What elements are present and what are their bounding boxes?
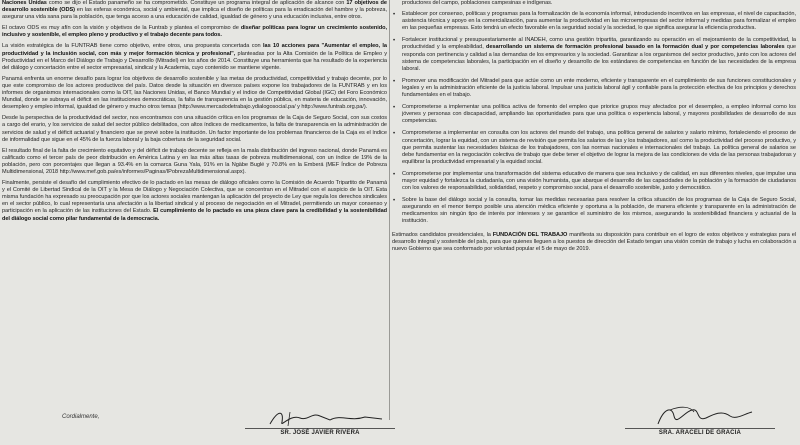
- signature-block-1: [240, 428, 400, 436]
- bullet-icon: •: [393, 131, 396, 138]
- signer-1-name: SR. JOSÉ JAVIER RIVERA: [280, 430, 360, 436]
- bullet-icon: •: [393, 105, 396, 112]
- text-run: planteadas por la Alta Comisión de la Política de Empleo y Productividad en el Marco del Diálogo de Trabajo y Desarrollo (Mitradel) en los años de 2014. Constituye una herramienta que ha resultado de la experiencia del diálogo y concertación entre el sector empresarial, sindical y la Academia, cuyo contenido se mantiene vigente.: [2, 50, 387, 71]
- bold-run: El cumplimiento de lo pactado es una pieza clave para la credibilidad y la sostenibilidad del diálogo social como pilar fundamental de la democracia.: [2, 208, 387, 222]
- left-paragraph-5: [2, 115, 387, 143]
- bullet-item: [392, 78, 796, 99]
- text-run: Fortalecer institucional y presupuestariamente al INADEH, como una gestión tripartita, garantizando su operación en el mejoramiento de la competitividad, la productividad y la empleabilidad,: [402, 37, 796, 51]
- left-paragraph-4: [2, 76, 387, 111]
- bullet-icon: •: [393, 198, 396, 205]
- bullet-text: [402, 197, 796, 224]
- bullet-item: [392, 11, 796, 32]
- bullet-list: [392, 11, 796, 225]
- bold-run: desarrollando un sistema de formación profesional basado en la formación dual y por competencias laborales: [486, 44, 785, 51]
- bullet-text: [402, 11, 796, 31]
- bullet-item: [392, 197, 796, 225]
- signer-2-name: SRA. ARACELI DE GRACIA: [658, 430, 742, 436]
- closing-salutation: Cordialmente,: [62, 414, 100, 420]
- text-run: Comprometerse a implementar una política activa de fomento del empleo que priorice grupos muy afectados por el desempleo, a empleo informal como los jóvenes y personas con discapacidad, ampliando las oportunidades para que una política o experiencia laboral, y mayores posibilidades de desarrollo de sus competencias.: [402, 104, 796, 125]
- text-run: que responda con pertinencia y calidad a las demandas de los empresarios y la sociedad. Garantizar a los organismos del sector productivo, junto con los actores del sistema de competencias laborales, la participación en el diseño y desarrollo de los estándares de competencias en función de las necesidades de la empresa laboral.: [402, 44, 796, 72]
- signature-block-2: [620, 428, 780, 436]
- bullet-icon: •: [393, 171, 396, 178]
- text-run: manifiesta su disposición para contribuir en el logro de estos objetivos y estrategias para el desarrollo integral y sostenible del país, para que quienes lleguen a los puestos de dirección del Estado tengan una visión común de trabajo y lucha en colaboración a nuevo Gobierno que sea conformado por voluntad popular el 5 de mayo de 2019.: [392, 231, 796, 252]
- right-intro: productores del campo, poblaciones campesinas e indígenas.: [402, 0, 553, 6]
- text-run: El octavo ODS es muy afín con la visión y objetivos de la Funtrab y plantea el compromiso de: [2, 25, 241, 32]
- bullet-text: [402, 37, 796, 71]
- text-run: en las esferas económica, social y ambiental, que implica el diseño de políticas para la erradicación del hambre y la pobreza, asegurar una vida sana para la población, que tenga acceso a una educación de calidad, igualdad de género y una educación inclusiva, entre otros.: [2, 7, 387, 21]
- bold-run: diseñar políticas para lograr un crecimiento sostenido, inclusivo y sostenible, el empleo pleno y productivo y el trabajo decente para todos.: [2, 25, 387, 39]
- text-run: Establecer por consenso, políticas y programas para la formalización de la economía informal, introduciendo incentivos en las empresas, el nivel de capacitación, asistencia técnica y apoyo en la comercialización, para aumentar la productividad en las microempresas del sector informal y medidas para formalizar el empleo en las pequeñas empresas. Esto tendrá un efecto favorable en la seguridad social y la sociedad, lo que significa asegurar la eficiencia productiva.: [402, 11, 796, 32]
- text-run: Estimados candidatos presidenciales, la: [392, 231, 493, 238]
- text-run: La visión estratégica de la FUNTRAB tiene como objetivo, entre otros, una propuesta concertada con: [2, 43, 264, 50]
- column-divider: [389, 0, 390, 420]
- text-run: Desde la perspectiva de la productividad del sector, nos encontramos con una situación crítica en los programas de la Caja de Seguro Social, con sus costos a cargo del erario, y los servicios de salud del sector público debilitados, con altos índices de medicamentos, la falta de transparencia en la administración de servicios de salud y el déficit actuarial y financiero que se prevé sobre la institución. Un factor importante de los problemas financieros de la Caja es el índice de informalidad que sigue en el 45% de la fuerza laboral y la baja cobertura de la seguridad social.: [2, 115, 387, 143]
- bullet-item: [392, 104, 796, 125]
- bold-run: 17 objetivos de desarrollo sostenible (ODS): [2, 0, 387, 14]
- text-run: Sobre la base del diálogo social y la consulta, tomar las medidas necesarias para resolver la crítica situación de los programas de la Caja de Seguro Social, asegurando en el menor tiempo posible una atención médica eficiente y oportuna a la población, de manera eficiente y transparente en la administración de medicamentos sin ningún tipo de interés por intereses y se garantice el suministro de los mismos, asegurando la sostenibilidad financiera y actuarial de la institución.: [402, 197, 796, 225]
- bold-run: las 10 acciones para "Aumentar el empleo, la productividad y la inclusión social, con más y mejor formación técnica y profesional",: [2, 43, 387, 57]
- left-column: [2, 0, 387, 410]
- bold-run: Naciones Unidas: [2, 0, 47, 6]
- bullet-icon: •: [393, 12, 396, 19]
- left-paragraph-7: [2, 180, 387, 223]
- left-paragraph-2: [2, 25, 387, 39]
- text-run: Comprometerse a implementar en consulta con los actores del mundo del trabajo, una política general de salarios y salario mínimo, fortaleciendo el proceso de concertación, lograr la equidad, con un sistema de revisión que permita los salarios de las y los trabajadores, así como la productividad del proceso productivo, y que permita sustentar las necesidades básicas de los trabajadores, con las normas nacionales e internacionales del trabajo. La política general de salarios se debe fundamentar en la negociación colectiva de trabajo que debe tener el objetivo de lograr la mejora de las condiciones de vida de las personas trabajadoras y equilibrar la productividad empresarial y la equidad social.: [402, 130, 796, 165]
- bullet-text: [402, 130, 796, 164]
- bullet-text: [402, 78, 796, 98]
- text-run: Panamá enfrenta un enorme desafío para lograr los objetivos de desarrollo sostenible y las metas de productividad, competitividad y trabajo decente, por lo que este compromiso de los actores productivos del país. Datos desde la situación en diversos países expone los trabajadores de la FUNTRAB y en los informes de organismos internacionales como la OIT, las Naciones Unidas, el Banco Mundial y el índice de Competitividad Global (IGC) del Foro Económico Mundial, donde se subraya el déficit en las instituciones democráticas, la falta de transparencia en la gestión pública, en materia de educación, innovación, desempleo y empleo informal, igualdad de género y mucho otros temas (http://www.mercadodetrabajo.ydialogosocial.pa/ y http://www.funtrab.org.pa/).: [2, 75, 387, 111]
- bullet-icon: •: [393, 38, 396, 45]
- right-column: [392, 0, 796, 416]
- text-run: Comprometerse por implementar una transformación del sistema educativo de manera que sea inclusivo y de calidad, en sus diferentes niveles, que impulse una mayor equidad y fortalezca la ciudadanía, con una visión humanista, que abarque el desarrollo de las capacidades de la población y la formación de ciudadanos con los valores de responsabilidad, solidaridad, respeto y compromiso social, para el desarrollo sostenible, justo y democrático.: [402, 170, 796, 192]
- text-run: El resultado final de la falta de crecimiento equitativo y del déficit de trabajo decente se refleja en la mala distribución del ingreso nacional, donde Panamá es calificado como el tercer país de peor distribución en América Latina y en las más altas tasas de pobreza multidimensional, con un índice de 19% de la población, pero con porcentajes que llegan a 93.4% en la comarca Guna Yala, 91% en la Ngäbe Buglé y 70.8% en la Emberá (MEF Índice de Pobreza Multidimensional, 2018 http://www.mef.gob.pa/es/informes/Paginas/IPobrezaMultidimensional.aspx).: [2, 147, 387, 175]
- bullet-text: [402, 104, 796, 124]
- bullet-icon: •: [393, 78, 396, 85]
- left-paragraph-3: [2, 43, 387, 71]
- text-run: Finalmente, persiste el desafío del cumplimiento efectivo de lo pactado en las mesas de diálogo oficiales como la Comisión de Acuerdo Tripartito de Panamá y el Comité de Libertad Sindical de la OIT y la Mesa de Diálogo y Negociación Colectiva, que se concentran en el Mitradel con el auspicio de la OIT. Esta misma fundación ha expresado su preocupación por que los actores sociales mantengan la aplicación del proyecto de Ley que regula los derechos sindicales en el sector público, lo cual representaría una afectación a la libertad sindical y al proceso de negociación en el Mitradel, permitiendo un mayor consenso y participación en la aplicación de las instituciones del Estado.: [2, 180, 387, 215]
- left-paragraph-6: [2, 148, 387, 176]
- left-paragraph-1: [2, 0, 387, 21]
- text-run: Promover una modificación del Mitradel para que actúe como un ente moderno, eficiente y transparente en el cumplimiento de sus funciones constitucionales y legales y en la administración eficiente de la justicia laboral. Impulsar una justicia laboral ágil y confiable para la protección efectiva de los principios y derechos fundamentales en el trabajo.: [402, 77, 796, 99]
- bullet-item: [392, 130, 796, 165]
- signature-area: [0, 414, 800, 445]
- text-run: como se dijo el Estado panameño se ha comprometido. Constituye un programa integral de aplicación de alcance con: [46, 0, 347, 6]
- closing-paragraph: [392, 232, 796, 253]
- bold-run: FUNDACIÓN DEL TRABAJO: [492, 231, 568, 238]
- signature-2-icon: [650, 404, 760, 430]
- signature-1-icon: [260, 408, 390, 430]
- bullet-item: [392, 37, 796, 72]
- bullet-item: [392, 171, 796, 192]
- bullet-text: [402, 171, 796, 191]
